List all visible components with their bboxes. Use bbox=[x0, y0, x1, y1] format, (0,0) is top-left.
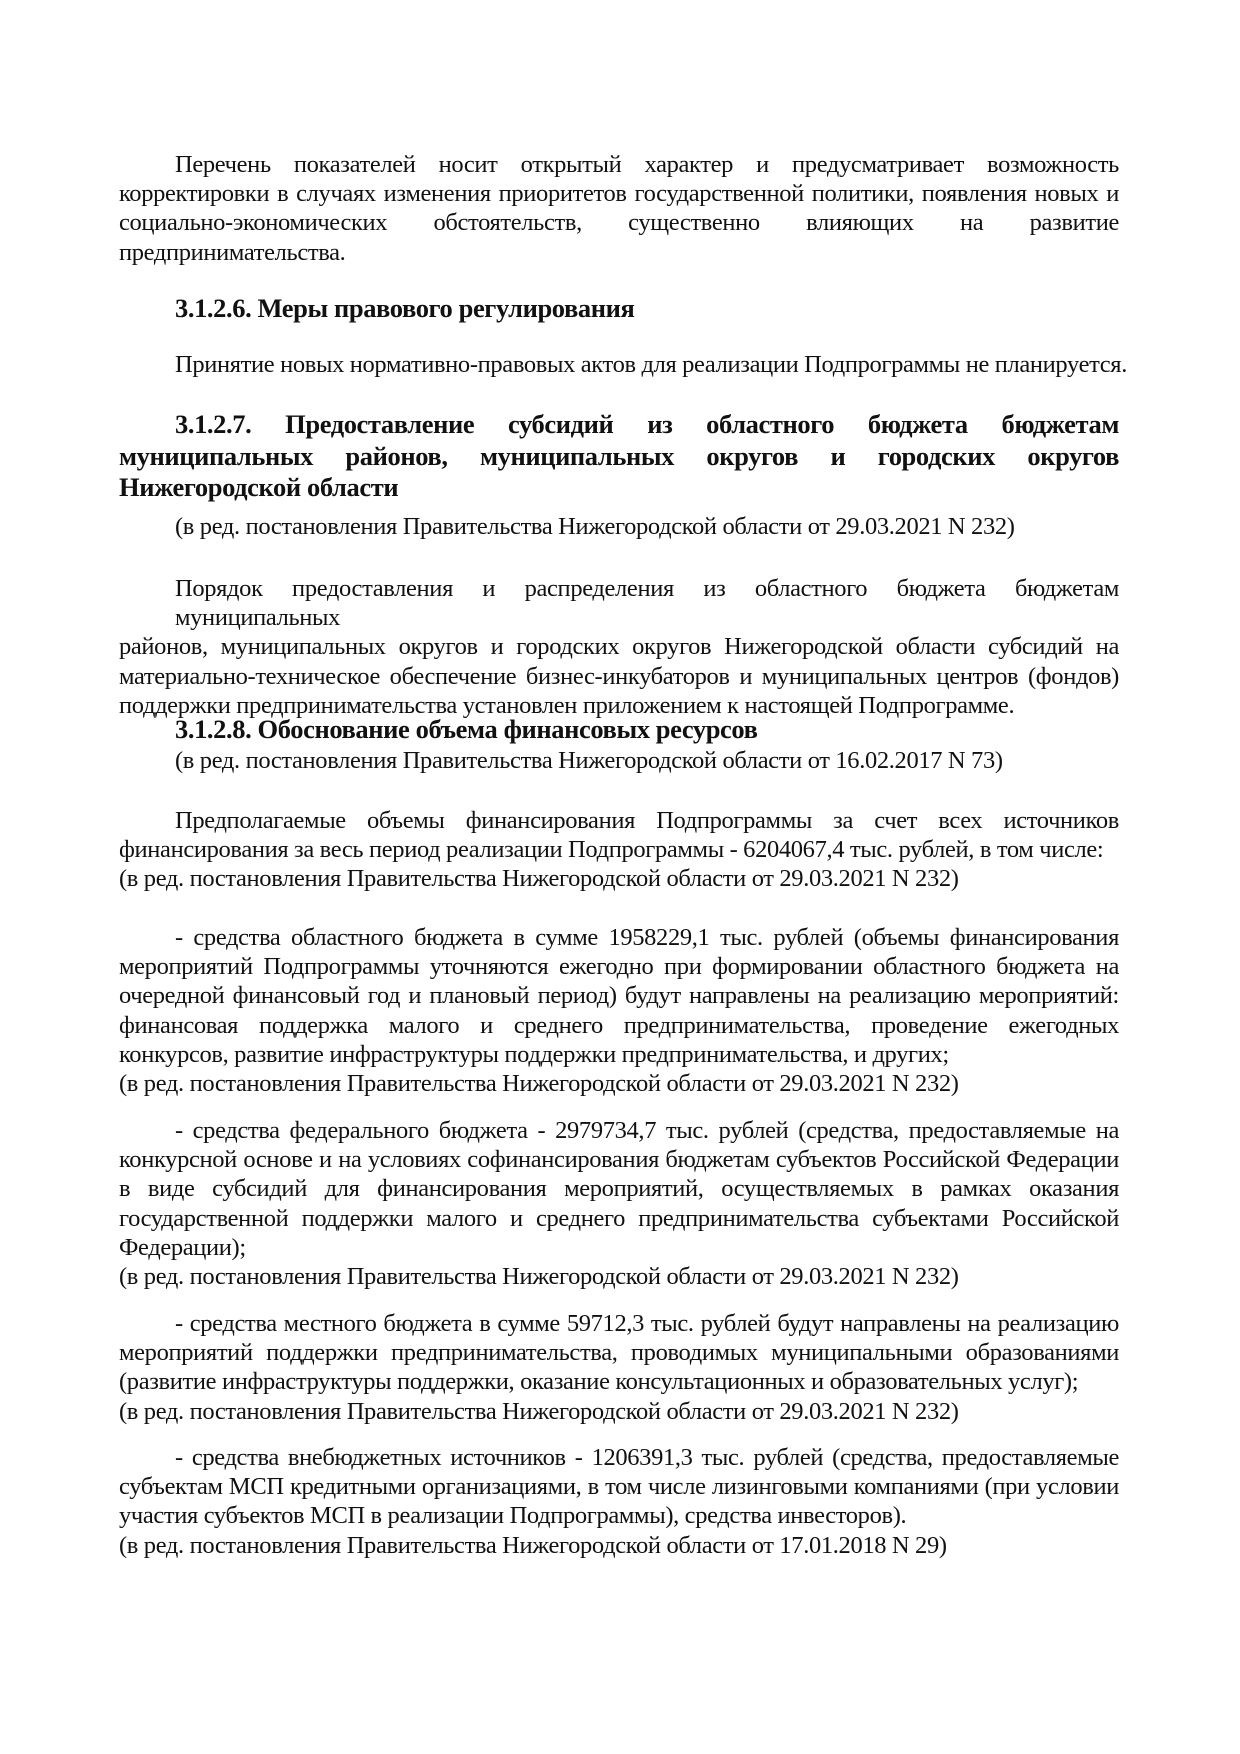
text-line: поддержки предпринимательства установлен приложением к настоящей Подпрограмме. bbox=[119, 691, 1015, 719]
edition-note: (в ред. постановления Правительства Нижегородской области от 29.03.2021 N 232) bbox=[119, 865, 959, 893]
heading-line: 3.1.2.7. Предоставление субсидий из областного бюджета бюджетам bbox=[175, 409, 1119, 439]
text-line: Порядок предоставления и распределения из областного бюджета бюджетам муниципальных bbox=[175, 575, 1119, 632]
text-line: конкурсов, развитие инфраструктуры поддержки предпринимательства, и других; bbox=[119, 1040, 949, 1068]
section-heading: 3.1.2.8. Обоснование объема финансовых ресурсов bbox=[175, 714, 758, 744]
paragraph-text: Принятие новых нормативно-правовых актов для реализации Подпрограммы не планируется. bbox=[175, 351, 1127, 378]
edition-note: (в ред. постановления Правительства Нижегородской области от 16.02.2017 N 73) bbox=[175, 747, 1003, 774]
text-line: - средства областного бюджета в сумме 1958229,1 тыс. рублей (объемы финансирования bbox=[175, 924, 1119, 951]
regional-budget-paragraph bbox=[119, 923, 1119, 1098]
text-line: очередной финансовый год и плановый период) будут направлены на реализацию мероприятий: bbox=[119, 982, 1119, 1010]
section-3-1-2-7 bbox=[119, 409, 1119, 504]
edition-note: (в ред. постановления Правительства Нижегородской области от 17.01.2018 N 29) bbox=[119, 1531, 947, 1559]
text-line: Перечень показателей носит открытый характер и предусматривает возможность bbox=[175, 151, 1119, 178]
text-line: мероприятий поддержки предпринимательства, проводимых муниципальными образованиями bbox=[119, 1339, 1119, 1367]
text-line: корректировки в случаях изменения приоритетов государственной политики, появления новых и bbox=[119, 180, 1119, 208]
text-line: участия субъектов МСП в реализации Подпрограммы), средства инвесторов). bbox=[119, 1502, 907, 1530]
text-line: финансовая поддержка малого и среднего предпринимательства, проведение ежегодных bbox=[119, 1011, 1119, 1039]
text-line: мероприятий Подпрограммы уточняются ежегодно при формировании областного бюджета на bbox=[119, 953, 1119, 981]
text-line: социально-экономических обстоятельств, существенно влияющих на развитие bbox=[119, 209, 1119, 237]
text-line: - средства местного бюджета в сумме 59712,3 тыс. рублей будут направлены на реализацию bbox=[175, 1310, 1119, 1337]
section-3-1-2-7-paragraph bbox=[119, 574, 1119, 720]
text-line: финансирования за весь период реализации Подпрограммы - 6204067,4 тыс. рублей, в том числе: bbox=[119, 836, 1104, 864]
text-line: - средства внебюджетных источников - 1206391,3 тыс. рублей (средства, предоставляемые bbox=[175, 1444, 1119, 1471]
text-line: конкурсной основе и на условиях софинансирования бюджетам субъектов Российской Федерации bbox=[119, 1146, 1119, 1174]
intro-paragraph bbox=[119, 150, 1119, 267]
section-3-1-2-6 bbox=[119, 293, 1119, 324]
text-line: Предполагаемые объемы финансирования Подпрограммы за счет всех источников bbox=[175, 807, 1119, 834]
local-budget-paragraph bbox=[119, 1309, 1119, 1426]
federal-budget-paragraph bbox=[119, 1116, 1119, 1291]
total-financing-paragraph bbox=[119, 806, 1119, 894]
text-line: в виде субсидий для финансирования мероприятий, осуществляемых в рамках оказания bbox=[119, 1175, 1119, 1203]
text-line: районов, муниципальных округов и городских округов Нижегородской области субсидий на bbox=[119, 633, 1119, 661]
edition-note: (в ред. постановления Правительства Нижегородской области от 29.03.2021 N 232) bbox=[119, 1263, 959, 1291]
edition-note: (в ред. постановления Правительства Нижегородской области от 29.03.2021 N 232) bbox=[175, 513, 1015, 540]
section-3-1-2-6-text bbox=[119, 350, 1127, 379]
section-3-1-2-8-edition bbox=[119, 746, 1119, 775]
extrabudgetary-paragraph bbox=[119, 1443, 1119, 1560]
text-line: государственной поддержки малого и среднего предпринимательства субъектами Российской bbox=[119, 1204, 1119, 1232]
section-heading: 3.1.2.6. Меры правового регулирования bbox=[175, 293, 635, 323]
heading-line: муниципальных районов, муниципальных округов и городских округов bbox=[119, 440, 1119, 471]
text-line: Федерации); bbox=[119, 1233, 246, 1261]
edition-note: (в ред. постановления Правительства Нижегородской области от 29.03.2021 N 232) bbox=[119, 1397, 959, 1425]
text-line: (развитие инфраструктуры поддержки, оказание консультационных и образовательных услуг); bbox=[119, 1368, 1079, 1396]
text-line: субъектам МСП кредитными организациями, в том числе лизинговыми компаниями (при условии bbox=[119, 1473, 1119, 1501]
edition-note: (в ред. постановления Правительства Нижегородской области от 29.03.2021 N 232) bbox=[119, 1070, 959, 1098]
section-3-1-2-8 bbox=[119, 714, 1119, 745]
text-line: - средства федерального бюджета - 2979734,7 тыс. рублей (средства, предоставляемые на bbox=[175, 1117, 1119, 1144]
text-line: материально-техническое обеспечение бизнес-инкубаторов и муниципальных центров (фондов) bbox=[119, 662, 1119, 690]
text-line: предпринимательства. bbox=[119, 238, 346, 266]
heading-line: Нижегородской области bbox=[119, 472, 399, 502]
section-heading bbox=[119, 409, 1119, 504]
section-3-1-2-7-edition bbox=[119, 512, 1119, 541]
